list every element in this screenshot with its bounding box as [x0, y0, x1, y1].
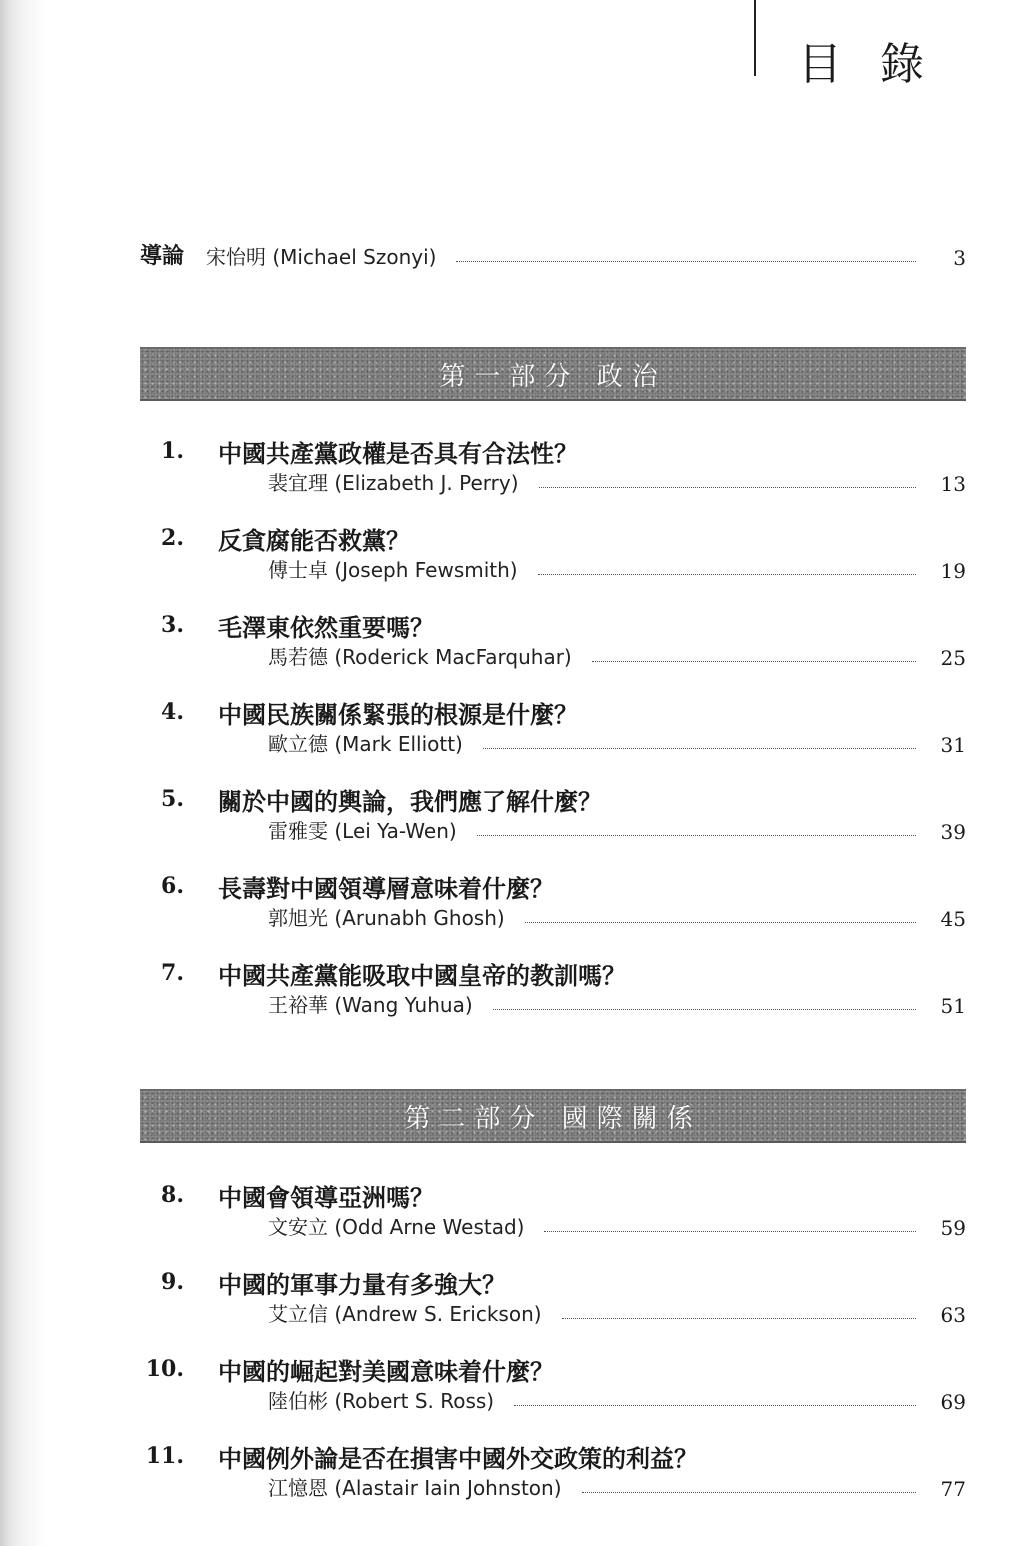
chapter-number: 1.	[161, 438, 184, 464]
chapter-author: 江憶恩 (Alastair Iain Johnston)	[268, 1476, 562, 1500]
chapter-title: 中國的軍事力量有多強大？	[218, 1270, 506, 1299]
chapter-title: 中國民族關係緊張的根源是什麼？	[218, 700, 578, 729]
chapter-author-line	[268, 1380, 966, 1414]
chapter-title: 關於中國的輿論，我們應了解什麼？	[218, 787, 602, 816]
section-header-international-relations	[140, 1089, 966, 1143]
dot-leader	[538, 573, 916, 575]
chapter-author-line	[268, 1206, 966, 1240]
chapter-number: 8.	[161, 1182, 184, 1208]
chapter-title: 中國共產黨政權是否具有合法性？	[218, 439, 578, 468]
chapter-author-line	[268, 549, 966, 583]
chapter-number: 5.	[161, 786, 184, 812]
chapter-title: 長壽對中國領導層意味着什麼？	[218, 874, 554, 903]
page-binding-edge	[0, 0, 46, 1546]
dot-leader	[582, 1491, 916, 1493]
chapter-author: 文安立 (Odd Arne Westad)	[268, 1215, 525, 1239]
chapter-number: 6.	[161, 873, 184, 899]
chapter-title: 中國的崛起對美國意味着什麼？	[218, 1357, 554, 1386]
section-title: 第一部分 政治	[439, 361, 667, 392]
chapter-author-line	[268, 810, 966, 844]
chapter-number: 9.	[161, 1269, 184, 1295]
chapter-number: 10.	[145, 1356, 184, 1382]
chapter-author: 歐立德 (Mark Elliott)	[268, 732, 463, 756]
chapter-author: 馬若德 (Roderick MacFarquhar)	[268, 645, 572, 669]
dot-leader	[525, 921, 916, 923]
chapter-author: 裴宜理 (Elizabeth J. Perry)	[268, 471, 519, 495]
dot-leader	[544, 1230, 916, 1232]
dot-leader	[456, 260, 916, 262]
chapter-page-number: 59	[940, 1216, 966, 1240]
chapter-author-line	[268, 723, 966, 757]
chapter-page-number: 77	[940, 1477, 966, 1501]
page-title: 目 錄	[798, 39, 936, 90]
chapter-title: 反貪腐能否救黨？	[218, 526, 410, 555]
header-rule	[754, 0, 756, 76]
chapter-author-line	[268, 984, 966, 1018]
dot-leader	[562, 1317, 916, 1319]
intro-entry[interactable]	[140, 236, 966, 270]
chapter-number: 7.	[161, 960, 184, 986]
chapter-author: 陸伯彬 (Robert S. Ross)	[268, 1389, 495, 1413]
chapter-page-number: 51	[940, 994, 966, 1018]
intro-page-number: 3	[953, 246, 966, 270]
intro-author: 宋怡明 (Michael Szonyi)	[206, 245, 437, 269]
chapter-page-number: 25	[940, 646, 966, 670]
dot-leader	[539, 486, 916, 488]
section-header-politics	[140, 347, 966, 401]
chapter-author: 郭旭光 (Arunabh Ghosh)	[268, 906, 505, 930]
chapter-author-line	[268, 636, 966, 670]
dot-leader	[493, 1008, 916, 1010]
chapter-page-number: 69	[940, 1390, 966, 1414]
chapter-number: 3.	[161, 612, 184, 638]
chapter-title: 毛澤東依然重要嗎？	[218, 613, 434, 642]
dot-leader	[592, 660, 916, 662]
chapter-title: 中國例外論是否在損害中國外交政策的利益？	[218, 1444, 698, 1473]
chapter-page-number: 45	[940, 907, 966, 931]
chapter-title: 中國會領導亞洲嗎？	[218, 1183, 434, 1212]
chapter-author: 雷雅雯 (Lei Ya-Wen)	[268, 819, 457, 843]
chapter-author-line	[268, 462, 966, 496]
dot-leader	[477, 834, 916, 836]
chapter-author-line	[268, 897, 966, 931]
chapter-page-number: 13	[940, 472, 966, 496]
chapter-author-line	[268, 1467, 966, 1501]
chapter-author: 傅士卓 (Joseph Fewsmith)	[268, 558, 518, 582]
section-title: 第二部分 國際關係	[404, 1103, 702, 1134]
chapter-author: 艾立信 (Andrew S. Erickson)	[268, 1302, 542, 1326]
chapter-number: 2.	[161, 525, 184, 551]
dot-leader	[514, 1404, 916, 1406]
chapter-page-number: 19	[940, 559, 966, 583]
chapter-page-number: 39	[940, 820, 966, 844]
chapter-author-line	[268, 1293, 966, 1327]
chapter-number: 4.	[161, 699, 184, 725]
chapter-number: 11.	[145, 1443, 184, 1469]
chapter-page-number: 31	[940, 733, 966, 757]
chapter-author: 王裕華 (Wang Yuhua)	[268, 993, 473, 1017]
chapter-title: 中國共產黨能吸取中國皇帝的教訓嗎？	[218, 961, 626, 990]
dot-leader	[483, 747, 916, 749]
chapter-page-number: 63	[940, 1303, 966, 1327]
intro-label: 導論	[140, 243, 185, 269]
